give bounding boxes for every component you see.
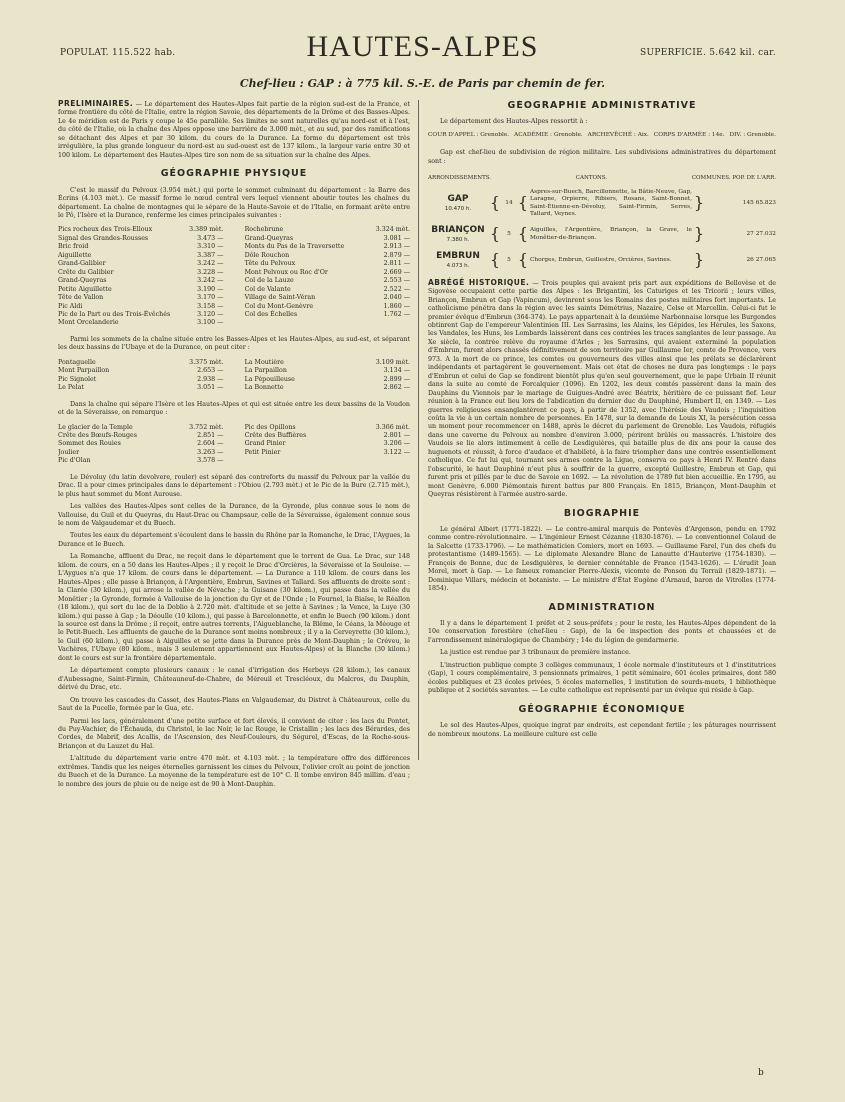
list-item: Mont Orcelanderie 3.100 — [58,319,224,327]
brace-icon: } [693,193,705,213]
paragraph: Le général Albert (1771-1822). — Le contre-amiral marquis de Pontevès d'Argenson, pendu en 1792 comme contre-révolutionnaire. — L'ingénieur Ernest Cézanne (1830-1876). — Le conventionnel Colaud de la Salcette (1733-1796). — Le mathématicien Comiers, mort en 1693. — Guillaume Farel, l'un des chefs du protestantisme (1489-1565). — Le diplomate Alexandre Blanc de Lanautte d'Hauterive (1754-1830). — François de Bonne, duc de Lesdiguières, le dernier connétable de France (1543-1626). — L'érudit Jean Morel, mort à Gap. — Le fameux romancier Pierre-Alexis, vicomte de Ponson du Terrail (1829-1871). — Dominique Villars, médecin et botaniste. — Le ministre d'État Eugène d'Arnaud, baron de Vitrolles (1774-1854). [428,525,776,593]
list-item: Petit Pinier 3.122 — [244,448,410,456]
list-item: Village de Saint-Véran 2.040 — [244,294,410,302]
historique-text: — Trois peuples qui avaient pris part aux expéditions de Bellovèse et de Sigovèse occupaient cette partie des Alpes : les Brigantini, les Caturiges et les Tricorii ; leurs villes, Briançon, Embrun et Gap (Vapincum), devinrent sous les Romains des postes militaires fort importants. Le catholicisme pénétra dans la région avec les saints Démétrius, Nazaire, Celse et Marcellin. Celui-ci fut le premier évêque d'Embrun (364-374). Le pays appartenait à la deuxième Narbonnaise lorsque les Burgondes obtinrent Gap de l'empereur Valentinien III. Les Sarrasins, les Alains, les Gépides, les Hérules, les Saxons, les Vandales, les Huns, les Lombards laissèrent dans ces contrées les traces sanglantes de leur passage. Au Xe siècle, la contrée relève du royaume d'Arles ; les Sarrasins, qui avaient exterminé la population d'Embrun, furent alors chassés définitivement de son territoire par Guillaume Ier, comte de Provence, vers 973. A la mort de ce prince, les comtes ou gouverneurs des villes ainsi que les prélats se déclarèrent indépendants et partagèrent le gouvernement. Mais cet état de choses ne dura pas longtemps : le pays d'Embrun et celui de Gap se fondirent bientôt plus qu'en seul gouvernement, que le pape Urbain II réunit dans la suite au comté de Forcalquier (1096). En 1202, les deux comtés passèrent dans la main des Dauphins du Viennois par le mariage de Guigues-André avec Béatrix, héritière de ce puissant fief. Leur réunion à la France eut lieu lors de l'abdication du dernier duc du Dauphiné, Humbert II, en 1349. — Les guerres religieuses ensanglantèrent ce pays, à partir de 1352, avec l'hérésie des Vaudois ; l'inquisition coûta la vie à un certain nombre de personnes. En 1478, sur la demande de Louis XI, la persécution cessa un moment pour recommencer en 1488, après le décret du parlement de Grenoble. Les Vaudois, réfugiés dans une caverne du Pelvoux au nombre d'environ 3.000, périrent brûlés ou massacrés. L'histoire des Vaudois se lie alors intimement à celle de Lesdiguières, qui bataille plus de dix ans pour la cause des huguenots et réussit, à force d'audace et d'habileté, à la faire triompher dans une contrée essentiellement catholique. Ce fut lui qui, tournant ses armes contre la Ligue, conserva ce pays à Henri IV. Rentré dans l'obscurité, le haut Dauphiné n'eut plus à souffrir de la guerre, excepté Guillestre, Embrun et Gap, qui furent pris et pillés par le duc de Savoie en 1692. — La révolution de 1789 fut bien accueillie. En 1795, au mont Genèvre, 6.000 Piémontais furent battus par 800 Français. En 1815, Briançon, Mont-Dauphin et Queyras résistèrent à l'armée austro-sarde. [428,279,776,499]
list-item: Joulier 3.263 — [58,448,224,456]
brace-icon: { [489,224,501,244]
right-column [428,100,776,1060]
list-item: Tête du Pelvoux 2.811 — [244,260,410,268]
list-item: Rochebrune 3.324 mèt. [244,226,410,234]
list-item: Col du Mont-Genèvre 1.860 — [244,302,410,310]
list-item: Signal des Grandes-Rousses 3.473 — [58,234,224,242]
list-item: La Pépouilleuse 2.899 — [244,375,410,383]
list-item: Grand Pinier 3.206 — [244,440,410,448]
peaks-list-d [245,359,410,393]
paragraph: L'altitude du département varie entre 470 mèt. et 4.103 mèt. ; la température offre des différences extrêmes. Tandis que les neiges éternelles garnissent les cimes du Pelvoux, l'olivier croît au point de jonction du Buech et de la Durance. La moyenne de la température est de 10° C. Il tombe environ 845 millim. d'eau ; le nombre des jours de pluie ou de neige est de 90 à Mont-Dauphin. [58,755,410,788]
biographie-heading: BIOGRAPHIE [563,507,641,519]
list-item: Pontaguelle 3.375 mèt. [58,358,224,366]
geographie-physique-heading: GÉOGRAPHIE PHYSIQUE [160,168,308,180]
superficie-label: SUPERFICIE. 5.642 kil. car. [640,48,776,58]
list-item: La Bonnette 2.862 — [244,384,410,392]
arrondissement-name: BRIANÇON 7.380 h. [431,224,485,243]
paragraph: Dans la chaîne qui sépare l'Isère et les Hautes-Alpes et qui est située entre les deux bassins de la Voudon et de la Séveraisse, on remarque : [58,400,410,417]
paragraph: C'est le massif du Pelvoux (3.954 mèt.) qui porte le sommet culminant du département : la Barre des Écrins (4.103 mèt.). Ce massif forme le nœud central vers lequel viennent aboutir toutes les chaînes du département. La chaîne de montagnes qui le sépare de la Haute-Savoie et de l'Italie, en formant arête entre le Pô, l'Isère et la Durance, renferme les cimes principales suivantes : [58,186,410,219]
list-item: Monts du Pas de la Traversette 2.913 — [244,243,410,251]
paragraph: La Romanche, affluent du Drac, ne reçoit dans le département que le torrent de Gua. Le Drac, sur 148 kilom. de cours, en a 50 dans les Hautes-Alpes ; il y reçoit le Drac d'Orcières, la Séveraisse et la Souloise. — L'Aygues n'a que 17 kilom. de cours dans le département. — La Durance a 110 kilom. de cours dans les Hautes-Alpes ; elle passe à Briançon, à l'Argentière, Embrun, Savines et Tallard. Ses affluents de droite sont : la Clarée (30 kilom.), qui arrose la vallée de Névache ; la Guisane (30 kilom.), qui passe dans la vallée du Monêtier ; la Gyronde, formée à Vallouise de la jonction du Gyr et de l'Onde ; le Fournel, la Biaïse, le Réallon (18 kilom.), qui sort du lac de la Doblio à 2.720 mèt. d'altitude et se jette à Savines ; la Vence, la Luye (30 kilom.) qui passe à Gap ; la Déoulle (10 kilom.), qui passe à Barcelonnette, et enfin le Buech (90 kilom.) dont la source est dans la Drôme ; il reçoit, entre autres torrents, l'Aigueblanche, la Blême, le Céans, la Méouge et le Petit-Buech. Les affluents de gauche de la Durance sont moins nombreux ; il y a la Cerveyrette (30 kilom.), le Guil (60 kilom.), qui passe à Aiguilles et se jette dans la Durance près de Mont-Dauphin ; le Créveu, le Vachères, l'Ubaye (80 kilom., mais 3 seulement appartiennent aux Hautes-Alpes) et la Blanche (30 kilom.) dont le cours est sur la frontière départementale. [58,553,410,662]
list-item: Bric froid 3.310 — [58,243,224,251]
geographie-administrative-heading: GÉOGRAPHIE ADMINISTRATIVE [507,100,697,111]
paragraph: Toutes les eaux du département s'écoulent dans le bassin du Rhône par la Romanche, le Drac, l'Aygues, la Durance et le Buech. [58,532,410,548]
list-item: Grand-Galibier 3.242 — [58,260,224,268]
list-item: Grand-Queyras 3.242 — [58,277,224,285]
peaks-list-e [58,424,223,466]
abrege-historique-lead: ABRÉGÉ HISTORIQUE. [428,277,530,287]
list-item: Petite Aiguillette 3.190 — [58,285,224,293]
list-item: Le glacier de la Temple 3.752 mèt. [58,423,224,431]
brace-icon: { [517,193,529,213]
page-title: HAUTES-ALPES [306,30,539,63]
list-item: La Moutière 3.109 mèt. [244,358,410,366]
list-item: Crête des Bœufs-Rouges 2.851 — [58,431,224,439]
brace-icon: { [489,193,501,213]
paragraph: Le Dévoluy (du latin devolvere, rouler) est séparé des contreforts du massif du Pelvoux par la vallée du Drac. Il a pour cimes principales dans le département : l'Obiou (2.793 mèt.) et le Pic de la Bure (2.715 mèt.), le plus haut sommet du Mont Aurouse. [58,473,410,498]
list-item: Le Pelat 3.051 — [58,384,224,392]
column-divider [418,100,419,760]
peaks-table-1 [58,226,410,327]
list-item: Dôle Rouchon 2.879 — [244,251,410,259]
list-item: Col de la Lauze 2.553 — [244,277,410,285]
administration-heading: ADMINISTRATION [548,601,656,613]
list-item: Crête des Buffières 2.801 — [244,431,410,439]
paragraph: L'instruction publique compte 3 collèges communaux, 1 école normale d'instituteurs et 1 d'institutrices (Gap), 1 cours complémentaire, 3 pensionnats primaires, 1 petit séminaire, 601 écoles primaires, dont 580 écoles publiques et 23 écoles privées, 5 écoles maternelles, 1 institution de sourds-muets, 1 bibliothèque publique et 2 sociétés savantes. — Le culte catholique est représenté par un évêque qui réside à Gap. [428,661,776,695]
arrondissement-name: EMBRUN 4.073 h. [436,250,480,269]
page-number: b [758,1068,764,1078]
paragraph: Le département des Hautes-Alpes ressortit à : [440,118,588,126]
peaks-list-c [58,359,223,393]
table-row: BRIANÇON 7.380 h. { 5 { Aiguilles, l'Argentière, Briançon, la Grave, le Monêtier-de-Briançon. } 27 27.032 [428,225,776,245]
paragraph: Gap est chef-lieu de subdivision de région militaire. Les subdivisions administratives du département sont : [428,149,776,165]
paragraph: Le sol des Hautes-Alpes, quoique ingrat par endroits, est cependant fertile ; les pâturages nourrissent de nombreux moutons. La meilleure culture est celle [428,722,776,738]
list-item: Sommet des Rouies 2.604 — [58,440,224,448]
geographie-economique-heading: GÉOGRAPHIE ÉCONOMIQUE [518,703,686,715]
left-column [58,100,410,1060]
list-item: Pic de la Part ou des Trois-Évêchés 3.120 — [58,310,224,318]
list-item: La Parpaillon 3.134 — [244,367,410,375]
list-item: Col de Valante 2.522 — [244,285,410,293]
peaks-table-2 [58,359,410,393]
paragraph: Les vallées des Hautes-Alpes sont celles de la Durance, de la Gyronde, plus connue sous le nom de Vallouise, du Guil et du Queyras, du Haut-Drac ou Champsaur, celle de la Séveraisse, également connue sous le nom de Valgaudemar et du Buech. [58,503,410,528]
peaks-list-f [245,424,410,466]
brace-icon: { [517,250,529,270]
paragraph: Le département compte plusieurs canaux : le canal d'irrigation des Herbeys (28 kilom.), les canaux d'Aubessagne, Saint-Firmin, Châteauneuf-de-Chabre, de Méreuil et Trescléoux, du Malcros, du Dauphin, dérivé du Drac, etc. [58,667,410,692]
peaks-table-3 [58,424,410,466]
brace-icon: } [693,250,705,270]
list-item: Grand-Queyras 3.081 — [244,234,410,242]
list-item: Crête du Galibier 3.228 — [58,268,224,276]
paragraph: Il y a dans le département 1 préfet et 2 sous-préfets ; pour le reste, les Hautes-Alpes dépendent de la 10e conservation forestière (chef-lieu : Gap), de la 6e inspection des ponts et chaussées et de l'arrondissement minéralogique de Chambéry ; 14e du légion de gendarmerie. [428,620,776,644]
arrondissement-name: GAP 10.470 h. [444,193,472,212]
jurisdictions-row: COUR D'APPEL : Grenoble. ACADÉMIE : Grenoble. ARCHEVÊCHÉ : Aix. CORPS D'ARMÉE : 14e. DIV. : Grenoble. [428,131,776,138]
list-item: Aiguillette 3.387 — [58,251,224,259]
list-item: Tête de Vallon 3.170 — [58,294,224,302]
peaks-list-b [245,226,410,327]
paragraph: La justice est rendue par 3 tribunaux de première instance. [440,649,631,657]
table-row: EMBRUN 4.073 h. { 5 { Chorges, Embrun, Guillestre, Orcières, Savines. } 26 27.065 [428,251,776,271]
paragraph: Parmi les lacs, généralement d'une petite surface et fort élevés, il convient de citer : les lacs du Pontet, du Puy-Vachier, de l'Échauda, du Christol, le lac Noir, le lac Rouge, le Cristallin ; les lacs des Bérardes, des Cordes, de Mabrif, des Acallis, de l'Ascension, des Neuf-Couleurs, du Ségurel, d'Escas, de la Roche-sous-Briançon et du Lauzet du Hal. [58,717,410,750]
table-row: GAP 10.470 h. { 14 { Aspres-sur-Buech, Barcillonnette, la Bâtie-Neuve, Gap, Laragne, Orpierre, Ribiers, Rosans, Saint-Bonnet, Saint-Étienne-en-Dévoluy, Saint-Firmin, Serres, Tallard, Veynes. } 145 65.823 [428,189,776,219]
list-item: Mont Parpaillon 2.653 — [58,367,224,375]
list-item: Pic d'Olan 3.578 — [58,457,224,465]
list-item: Pic des Opillons 3.366 mèt. [244,423,410,431]
population-label: POPULAT. 115.522 hab. [60,48,176,58]
arrondissements-table-header: ARRONDISSEMENTS. CANTONS. COMMUNES. POP. DE L'ARR. [428,175,776,182]
list-item: Col des Échelles 1.762 — [244,310,410,318]
paragraph: Parmi les sommets de la chaîne située entre les Basses-Alpes et les Hautes-Alpes, au sud-est, et séparant les deux bassins de l'Ubaye et de la Durance, on peut citer : [58,335,410,352]
brace-icon: { [517,224,529,244]
list-item: Pic Aldi 3.158 — [58,302,224,310]
list-item: Mont Pelvoux ou Roc d'Or 2.669 — [244,268,410,276]
brace-icon: } [693,224,705,244]
paragraph: On trouve les cascades du Casset, des Hautes-Plans en Valgaudemar, du Distret à Châteauroux, celle du Saut de la Pucelle, formée par le Gua, etc. [58,696,410,713]
preliminaires-text: — Le département des Hautes-Alpes fait partie de la région sud-est de la France, et forme frontière du côté de l'Italie, entre la région Savoie, des départements de la Drôme et des Basses-Alpes. Le 4e méridien est de Paris y coupe le 45e parallèle. Ses limites ne sont naturelles qu'au nord-est et à l'est, du côté de l'Italie, où la chaîne des Alpes oppose une barrière de 3.000 mèt., et au sud, par des ramifications se détachant des Alpes et par 30 kilom. du cours de la Durance. La forme du département est très irrégulière, la plus grande longueur du nord-est au sud-ouest est de 137 kilom., la largeur varie entre 30 et 100 kilom. Le département des Hautes-Alpes tire son nom de sa situation sur la chaîne des Alpes. [58,101,410,159]
brace-icon: { [489,250,501,270]
list-item: Pic Signolet 2.938 — [58,375,224,383]
chef-lieu-subtitle: Chef-lieu : GAP : à 775 kil. S.-E. de Paris par chemin de fer. [239,77,606,90]
list-item: Pics rocheux des Trois-Elloux 3.389 mèt. [58,226,224,234]
peaks-list-a [58,226,223,327]
preliminaires-lead: PRÉLIMINAIRES. [58,100,134,108]
